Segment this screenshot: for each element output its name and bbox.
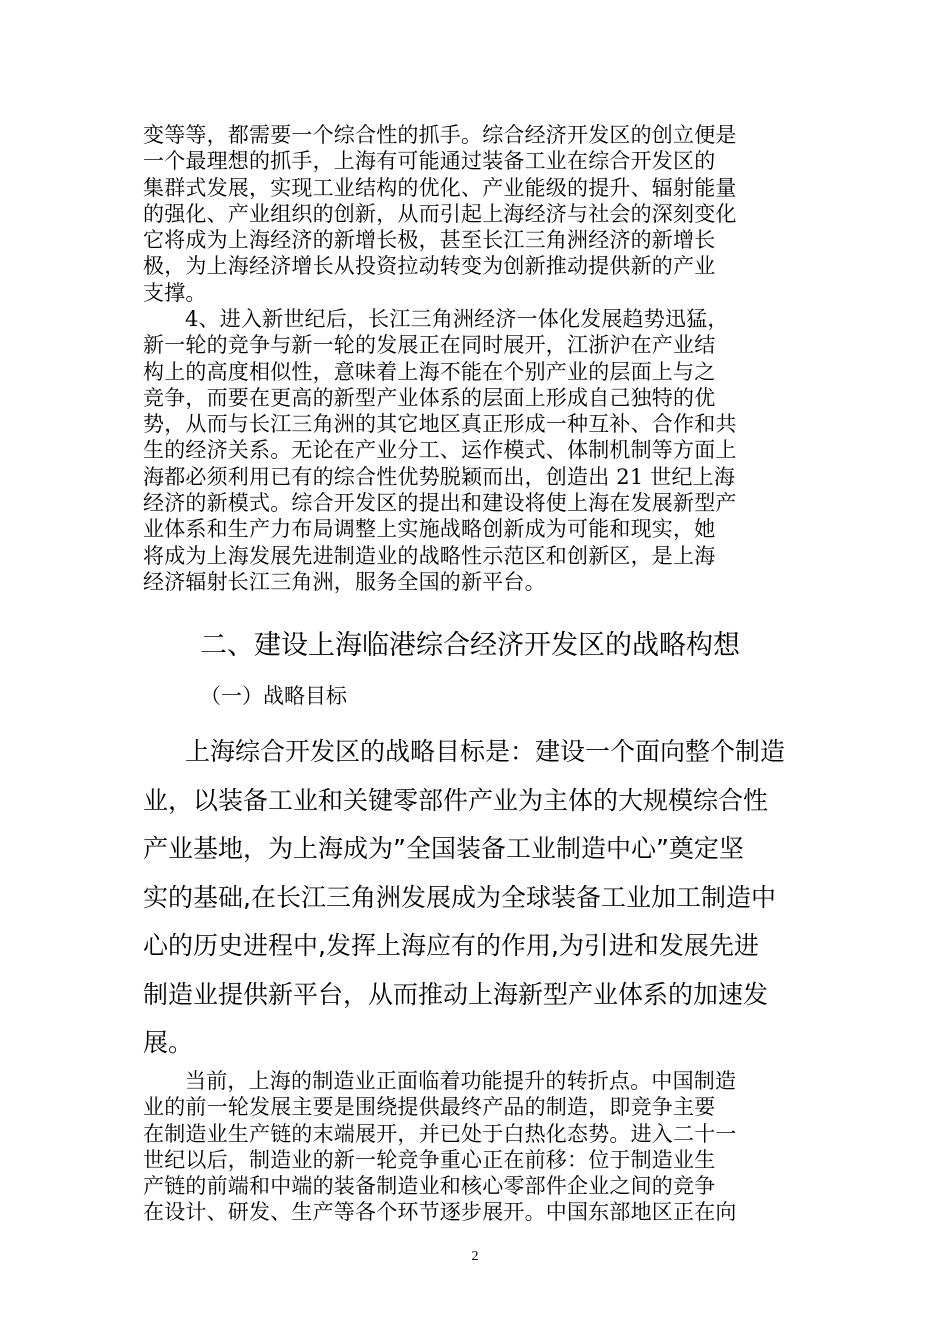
text-line: 世纪以后，制造业的新一轮竞争重心正在前移：位于制造业生 (143, 1147, 716, 1172)
paragraph-strategic-goal (143, 728, 807, 1068)
page-number: 2 (471, 1249, 479, 1264)
text-line: 在制造业生产链的末端展开，并已处于白热化态势。进入二十一 (143, 1121, 737, 1146)
text-line: 极，为上海经济增长从投资拉动转变为创新推动提供新的产业 (143, 254, 716, 279)
text-line: 当前，上海的制造业正面临着功能提升的转折点。中国制造 (185, 1069, 737, 1093)
text-line: 在设计、研发、生产等各个环节逐步展开。中国东部地区正在向 (143, 1200, 737, 1225)
text-line: 上海综合开发区的战略目标是：建设一个面向整个制造 (185, 737, 786, 766)
paragraph-continuation (143, 122, 803, 306)
section-heading: 二、建设上海临港综合经济开发区的战略构想 (200, 630, 740, 661)
text-line: 心的历史进程中,发挥上海应有的作用,为引进和发展先进 (143, 931, 759, 960)
text-line: 生的经济关系。无论在产业分工、运作模式、体制机制等方面上 (143, 438, 737, 463)
text-line: 制造业提供新平台，从而推动上海新型产业体系的加速发 (143, 979, 769, 1009)
text-line: 经济的新模式。综合开发区的提出和建设将使上海在发展新型产 (143, 491, 737, 516)
text-line: 新一轮的竞争与新一轮的发展正在同时展开，江浙沪在产业结 (143, 333, 716, 358)
text-line: 业，以装备工业和关键零部件产业为主体的大规模综合性 (143, 785, 769, 815)
text-line: 构上的高度相似性，意味着上海不能在个别产业的层面上与之 (143, 359, 716, 384)
text-line: 经济辐射长江三角洲，服务全国的新平台。 (143, 569, 546, 594)
text-line: 将成为上海发展先进制造业的战略性示范区和创新区，是上海 (143, 543, 716, 568)
text-line: 产业基地，为上海成为”全国装备工业制造中心”奠定坚 (143, 834, 744, 863)
text-line: 的强化、产业组织的创新，从而引起上海经济与社会的深刻变化 (143, 201, 737, 226)
text-line: 势，从而与长江三角洲的其它地区真正形成一种互补、合作和共 (143, 412, 737, 437)
paragraph-point-4 (143, 306, 803, 595)
text-line: 竞争，而要在更高的新型产业体系的层面上形成自己独特的优 (143, 385, 716, 410)
text-line: 它将成为上海经济的新增长极，甚至长江三角洲经济的新增长 (143, 228, 716, 253)
text-line: 展。 (143, 1028, 194, 1057)
text-line: 业体系和生产力布局调整上实施战略创新成为可能和现实，她 (143, 517, 716, 542)
paragraph-current-situation (143, 1068, 803, 1226)
text-line: 变等等，都需要一个综合性的抓手。综合经济开发区的创立便是 (143, 123, 737, 147)
text-line: 业的前一轮发展主要是围绕提供最终产品的制造，即竞争主要 (143, 1095, 716, 1120)
text-line: 支撑。 (143, 280, 207, 305)
text-line: 一个最理想的抓手，上海有可能通过装备工业在综合开发区的 (143, 149, 716, 174)
text-line: 集群式发展，实现工业结构的优化、产业能级的提升、辐射能量 (143, 175, 737, 200)
subsection-heading: （一）战略目标 (200, 684, 347, 708)
text-line: 产链的前端和中端的装备制造业和核心零部件企业之间的竞争 (143, 1174, 716, 1199)
text-line: 4、进入新世纪后，长江三角洲经济一体化发展趋势迅猛， (185, 307, 729, 331)
text-line: 海都必须利用已有的综合性优势脱颖而出，创造出 21 世纪上海 (143, 464, 736, 489)
text-line: 实的基础,在长江三角洲发展成为全球装备工业加工制造中 (143, 882, 776, 912)
